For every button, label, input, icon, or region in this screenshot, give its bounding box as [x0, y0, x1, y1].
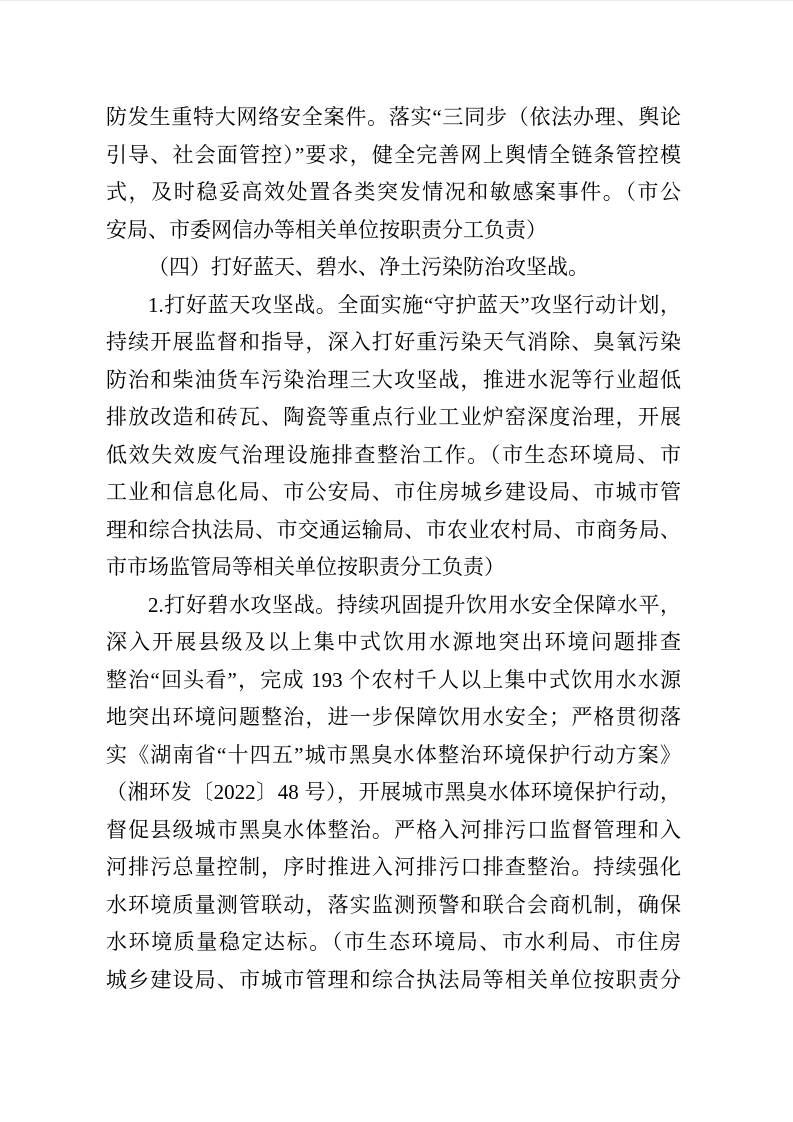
text-line: 实《湖南省“十四五”城市黑臭水体整治环境保护行动方案》	[106, 742, 681, 767]
document-text-body	[106, 99, 681, 999]
text-line: 市市场监管局等相关单位按职责分工负责）	[106, 555, 505, 579]
text-line: 低效失效废气治理设施排查整治工作。（市生态环境局、市	[106, 442, 681, 467]
text-line: 理和综合执法局、市交通运输局、市农业农村局、市商务局、	[106, 517, 681, 542]
text-line: 整治“回头看”，完成 193 个农村千人以上集中式饮用水水源	[106, 667, 681, 692]
text-line: 河排污总量控制，序时推进入河排污口排查整治。持续强化	[106, 855, 681, 879]
text-line: 工业和信息化局、市公安局、市住房城乡建设局、市城市管	[106, 480, 681, 504]
text-line: 防发生重特大网络安全案件。落实“三同步（依法办理、舆论	[106, 105, 681, 129]
text-line: 水环境质量测管联动，落实监测预警和联合会商机制，确保	[106, 892, 681, 917]
text-line: （湘环发〔2022〕48 号），开展城市黑臭水体环境保护行动，	[106, 780, 681, 804]
text-line: 城乡建设局、市城市管理和综合执法局等相关单位按职责分	[106, 967, 681, 992]
text-line: 1.打好蓝天攻坚战。全面实施“守护蓝天”攻坚行动计划，	[148, 292, 681, 317]
text-line: 2.打好碧水攻坚战。持续巩固提升饮用水安全保障水平，	[148, 592, 681, 617]
text-line: 安局、市委网信办等相关单位按职责分工负责）	[106, 217, 547, 242]
text-line: 排放改造和砖瓦、陶瓷等重点行业工业炉窑深度治理，开展	[106, 405, 681, 429]
section-heading-line: （四）打好蓝天、碧水、净土污染防治攻坚战。	[148, 255, 589, 279]
text-line: 持续开展监督和指导，深入打好重污染天气消除、臭氧污染	[106, 330, 681, 354]
text-line: 督促县级城市黑臭水体整治。严格入河排污口监督管理和入	[106, 817, 681, 842]
text-line: 地突出环境问题整治，进一步保障饮用水安全；严格贯彻落	[106, 705, 681, 729]
text-line: 引导、社会面管控）”要求，健全完善网上舆情全链条管控模	[106, 142, 681, 167]
text-line: 防治和柴油货车污染治理三大攻坚战，推进水泥等行业超低	[106, 367, 681, 392]
text-line: 深入开展县级及以上集中式饮用水源地突出环境问题排查	[106, 630, 681, 654]
text-line: 式，及时稳妥高效处置各类突发情况和敏感案事件。（市公	[106, 180, 681, 204]
text-line: 水环境质量稳定达标。（市生态环境局、市水利局、市住房	[106, 930, 681, 954]
